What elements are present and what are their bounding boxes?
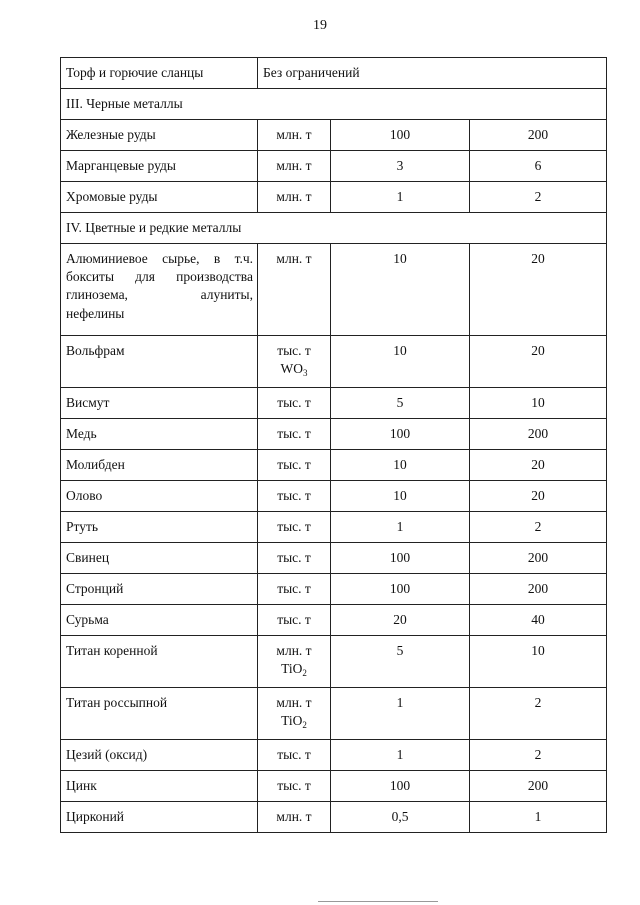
unit-cell bbox=[258, 688, 331, 740]
resource-name: Цезий (оксид) bbox=[61, 740, 258, 771]
value-cell-1: 5 bbox=[331, 636, 470, 688]
table-row bbox=[61, 740, 607, 771]
unit-cell bbox=[258, 512, 331, 543]
resource-name: Олово bbox=[61, 481, 258, 512]
table-row bbox=[61, 336, 607, 388]
unit-compound-base: TiO bbox=[281, 713, 303, 729]
unit-label: тыс. т bbox=[277, 426, 311, 441]
value-cell-1: 1 bbox=[331, 182, 470, 213]
page-number: 19 bbox=[313, 18, 327, 33]
resource-name-tail: нефелины bbox=[66, 305, 125, 321]
unit-cell bbox=[258, 636, 331, 688]
value-cell-1: 100 bbox=[331, 120, 470, 151]
value-cell-2: 200 bbox=[470, 543, 607, 574]
section-row bbox=[61, 213, 607, 244]
value-cell-2: 10 bbox=[470, 388, 607, 419]
table-row bbox=[61, 58, 607, 89]
unit-label: тыс. т bbox=[277, 343, 311, 358]
unit-label: тыс. т bbox=[277, 778, 311, 793]
section-row bbox=[61, 89, 607, 120]
unit-label: млн. т bbox=[276, 809, 312, 824]
unit-cell bbox=[258, 802, 331, 833]
value-cell-2: 2 bbox=[470, 512, 607, 543]
table-row bbox=[61, 802, 607, 833]
resource-name: Медь bbox=[61, 419, 258, 450]
reserves-table-body bbox=[61, 58, 607, 833]
unit-compound bbox=[260, 712, 328, 731]
unit-cell bbox=[258, 574, 331, 605]
value-cell-2: 200 bbox=[470, 771, 607, 802]
table-row bbox=[61, 636, 607, 688]
unit-label: тыс. т bbox=[277, 550, 311, 565]
value-cell-2: 20 bbox=[470, 336, 607, 388]
resource-name: Железные руды bbox=[61, 120, 258, 151]
resource-name: Свинец bbox=[61, 543, 258, 574]
unit-label: млн. т bbox=[276, 127, 312, 142]
unit-compound-base: TiO bbox=[281, 661, 303, 677]
unit-label: тыс. т bbox=[277, 581, 311, 596]
value-cell-1: 10 bbox=[331, 450, 470, 481]
unit-compound-base: WO bbox=[280, 361, 303, 377]
resource-name: Титан коренной bbox=[61, 636, 258, 688]
value-cell-1: 100 bbox=[331, 543, 470, 574]
unit-cell bbox=[258, 419, 331, 450]
value-cell-1: 10 bbox=[331, 336, 470, 388]
unit-cell bbox=[258, 336, 331, 388]
value-cell-2: 20 bbox=[470, 481, 607, 512]
table-row bbox=[61, 481, 607, 512]
value-cell-1: 100 bbox=[331, 771, 470, 802]
table-row bbox=[61, 244, 607, 336]
value-cell-1: 3 bbox=[331, 151, 470, 182]
unit-cell bbox=[258, 151, 331, 182]
value-cell-2: 6 bbox=[470, 151, 607, 182]
value-cell-1: 1 bbox=[331, 512, 470, 543]
resource-name: Цинк bbox=[61, 771, 258, 802]
value-cell-2: 20 bbox=[470, 450, 607, 481]
resource-name: Молибден bbox=[61, 450, 258, 481]
value-cell-2: 2 bbox=[470, 182, 607, 213]
unit-label: тыс. т bbox=[277, 612, 311, 627]
unit-cell bbox=[258, 543, 331, 574]
resource-name: Хромовые руды bbox=[61, 182, 258, 213]
table-row bbox=[61, 771, 607, 802]
unit-label: тыс. т bbox=[277, 488, 311, 503]
value-cell-2: 2 bbox=[470, 688, 607, 740]
value-cell-1: 100 bbox=[331, 419, 470, 450]
table-row bbox=[61, 605, 607, 636]
resource-name: Торф и горючие сланцы bbox=[61, 58, 258, 89]
unit-label: тыс. т bbox=[277, 395, 311, 410]
table-row bbox=[61, 419, 607, 450]
unit-label: тыс. т bbox=[277, 747, 311, 762]
unit-label: тыс. т bbox=[277, 457, 311, 472]
unit-compound-index: 2 bbox=[302, 668, 307, 679]
resource-name: Марганцевые руды bbox=[61, 151, 258, 182]
value-cell-1: 10 bbox=[331, 481, 470, 512]
unit-cell bbox=[258, 740, 331, 771]
unit-label: млн. т bbox=[276, 643, 312, 658]
section-title: IV. Цветные и редкие металлы bbox=[61, 213, 607, 244]
unit-label: млн. т bbox=[276, 695, 312, 710]
table-row bbox=[61, 120, 607, 151]
unit-compound bbox=[260, 660, 328, 679]
table-row bbox=[61, 688, 607, 740]
unit-compound-index: 3 bbox=[303, 368, 308, 379]
unit-cell bbox=[258, 481, 331, 512]
resource-note: Без ограничений bbox=[258, 58, 607, 89]
value-cell-1: 10 bbox=[331, 244, 470, 336]
resource-name: Цирконий bbox=[61, 802, 258, 833]
value-cell-1: 5 bbox=[331, 388, 470, 419]
value-cell-1: 0,5 bbox=[331, 802, 470, 833]
resource-name: Титан россыпной bbox=[61, 688, 258, 740]
value-cell-2: 200 bbox=[470, 120, 607, 151]
reserves-table bbox=[60, 57, 607, 833]
table-row bbox=[61, 151, 607, 182]
value-cell-1: 1 bbox=[331, 740, 470, 771]
unit-cell bbox=[258, 450, 331, 481]
resource-name: Сурьма bbox=[61, 605, 258, 636]
value-cell-1: 100 bbox=[331, 574, 470, 605]
unit-cell bbox=[258, 182, 331, 213]
scan-artifact-line bbox=[318, 901, 438, 902]
resource-name-main: Алюминиевое сырье, в т.ч. бокситы для производства глинозема, алуниты, bbox=[66, 251, 253, 303]
unit-label: млн. т bbox=[276, 189, 312, 204]
resource-name: Ртуть bbox=[61, 512, 258, 543]
resource-name bbox=[61, 244, 258, 336]
value-cell-1: 20 bbox=[331, 605, 470, 636]
unit-cell bbox=[258, 771, 331, 802]
unit-cell bbox=[258, 244, 331, 336]
table-row bbox=[61, 574, 607, 605]
value-cell-2: 1 bbox=[470, 802, 607, 833]
section-title: III. Черные металлы bbox=[61, 89, 607, 120]
table-row bbox=[61, 543, 607, 574]
value-cell-2: 200 bbox=[470, 574, 607, 605]
unit-cell bbox=[258, 120, 331, 151]
resource-name: Стронций bbox=[61, 574, 258, 605]
unit-compound-index: 2 bbox=[302, 720, 307, 731]
value-cell-2: 20 bbox=[470, 244, 607, 336]
unit-label: млн. т bbox=[276, 251, 312, 266]
unit-label: млн. т bbox=[276, 158, 312, 173]
resource-name: Висмут bbox=[61, 388, 258, 419]
value-cell-2: 40 bbox=[470, 605, 607, 636]
resource-name: Вольфрам bbox=[61, 336, 258, 388]
table-row bbox=[61, 182, 607, 213]
table-row bbox=[61, 450, 607, 481]
value-cell-2: 2 bbox=[470, 740, 607, 771]
value-cell-2: 200 bbox=[470, 419, 607, 450]
table-row bbox=[61, 512, 607, 543]
unit-cell bbox=[258, 388, 331, 419]
unit-label: тыс. т bbox=[277, 519, 311, 534]
unit-cell bbox=[258, 605, 331, 636]
value-cell-1: 1 bbox=[331, 688, 470, 740]
value-cell-2: 10 bbox=[470, 636, 607, 688]
unit-compound bbox=[260, 360, 328, 379]
table-row bbox=[61, 388, 607, 419]
